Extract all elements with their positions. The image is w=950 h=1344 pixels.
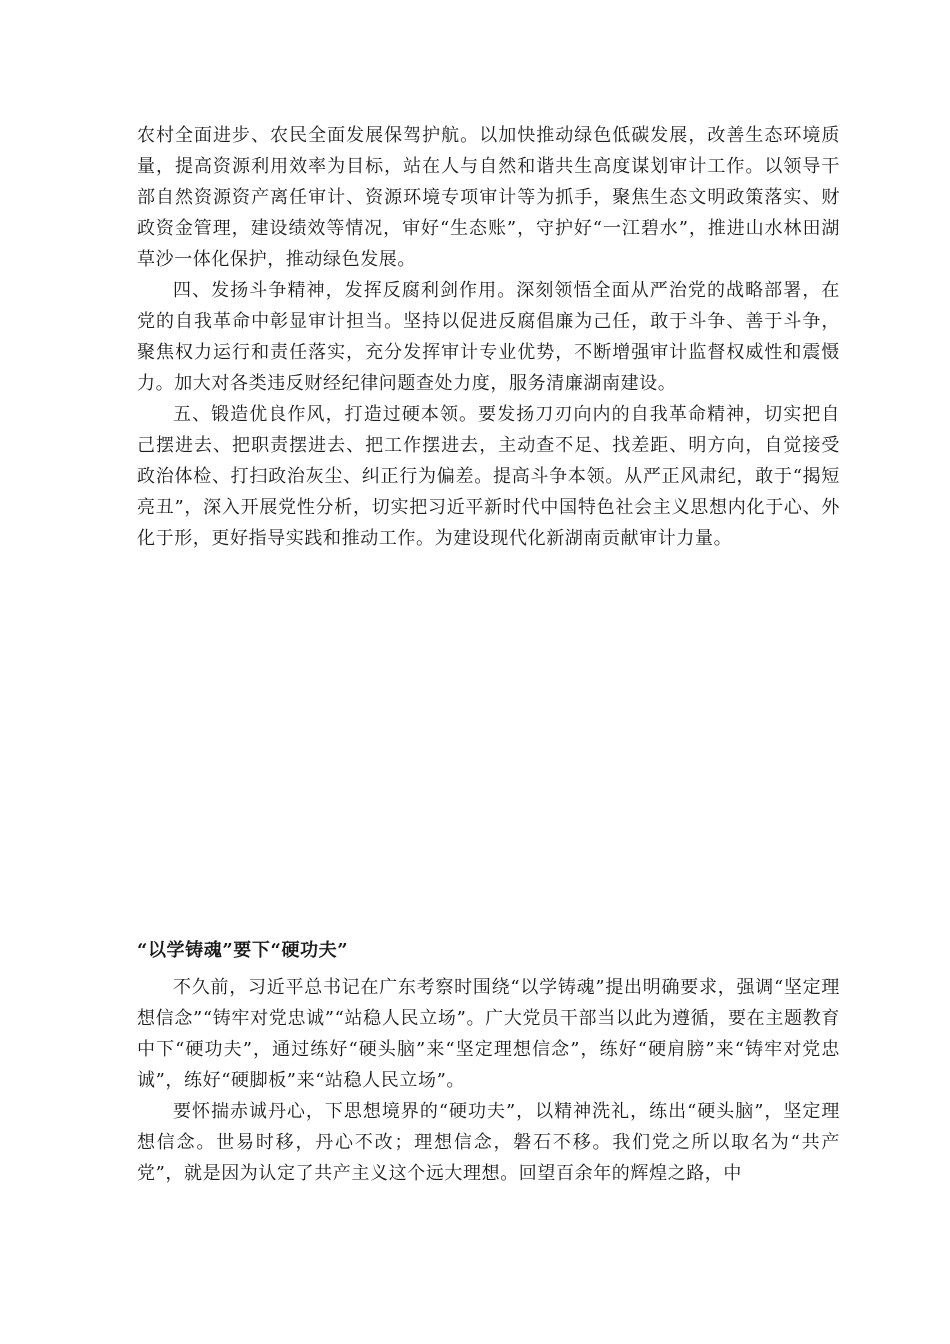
paragraph-body: 要怀揣赤诚丹心，下思想境界的“硬功夫”，以精神洗礼，练出“硬头脑”，坚定理想信念。世易时移，丹心不改；理想信念，磐石不移。我们党之所以取名为“共产党”，就是因为认定了共产主义这个远大理想。回望百余年的辉煌之路，中	[137, 1101, 840, 1184]
top-section	[137, 120, 840, 554]
paragraph-section-five: 五、锻造优良作风，打造过硬本领。要发扬刀刃向内的自我革命精神，切实把自己摆进去、把职责摆进去、把工作摆进去，主动查不足、找差距、明方向，自觉接受政治体检、打扫政治灰尘、纠正行为偏差。提高斗争本领。从严正风肃纪，敢于“揭短亮丑”，深入开展党性分析，切实把习近平新时代中国特色社会主义思想内化于心、外化于形，更好指导实践和推动工作。为建设现代化新湖南贡献审计力量。	[137, 404, 840, 549]
article-title: “以学铸魂”要下“硬功夫”	[137, 940, 349, 961]
paragraph-continued: 农村全面进步、农民全面发展保驾护航。以加快推动绿色低碳发展，改善生态环境质量，提高资源利用效率为目标，站在人与自然和谐共生高度谋划审计工作。以领导干部自然资源资产离任审计、资源环境专项审计等为抓手，聚焦生态文明政策落实、财政资金管理，建设绩效等情况，审好“生态账”，守护好“一江碧水”，推进山水林田湖草沙一体化保护，推动绿色发展。	[137, 125, 840, 270]
paragraph-intro: 不久前，习近平总书记在广东考察时围绕“以学铸魂”提出明确要求，强调“坚定理想信念”“铸牢对党忠诚”“站稳人民立场”。广大党员干部当以此为遵循，要在主题教育中下“硬功夫”，通过练好“硬头脑”来“坚定理想信念”，练好“硬肩膀”来“铸牢对党忠诚”，练好“硬脚板”来“站稳人民立场”。	[137, 977, 840, 1091]
bottom-section	[137, 935, 840, 1189]
paragraph-section-four: 四、发扬斗争精神，发挥反腐利剑作用。深刻领悟全面从严治党的战略部署，在党的自我革命中彰显审计担当。坚持以促进反腐倡廉为己任，敢于斗争、善于斗争，聚焦权力运行和责任落实，充分发挥审计专业优势，不断增强审计监督权威性和震慑力。加大对各类违反财经纪律问题查处力度，服务清廉湖南建设。	[137, 280, 840, 394]
